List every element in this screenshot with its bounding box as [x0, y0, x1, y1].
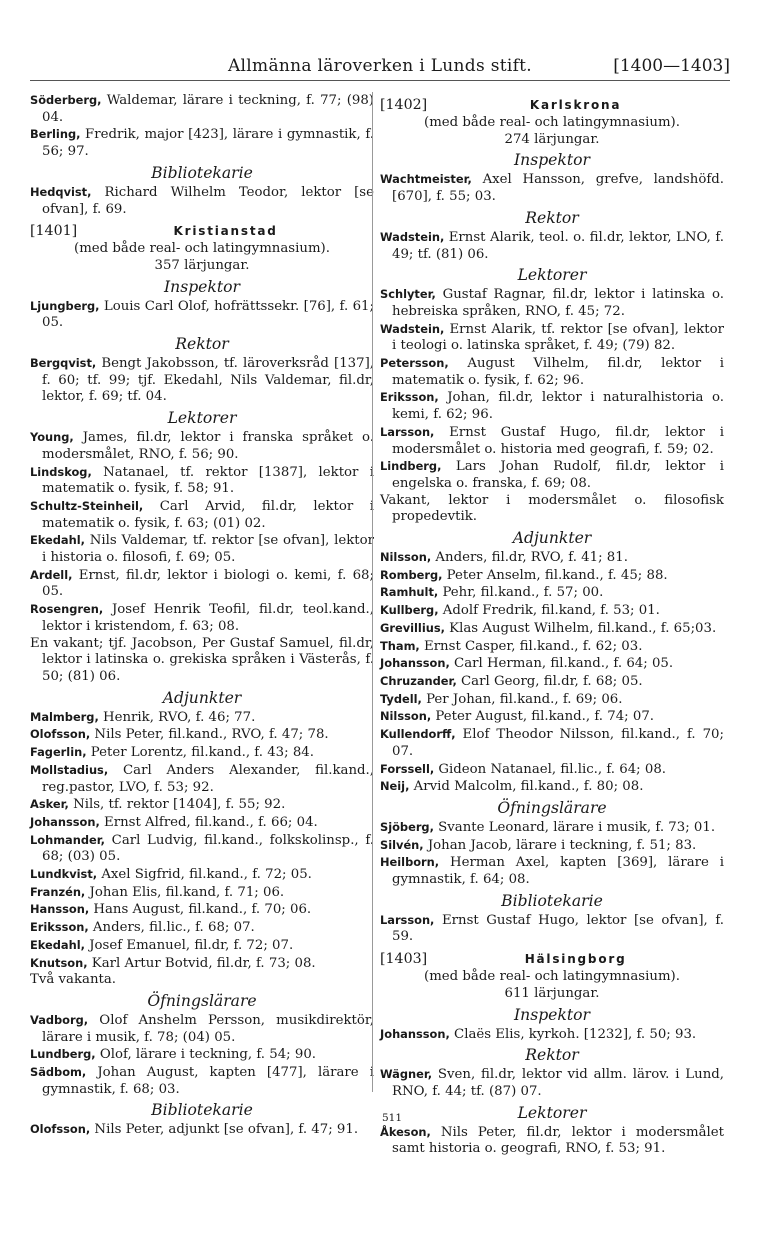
person-surname: Mollstadius, [30, 762, 109, 777]
person-surname: Lundberg, [30, 1047, 96, 1062]
entry-details: Axel Sigfrid, fil.kand., f. 72; 05. [97, 867, 312, 883]
entry-details: Ernst, fil.dr, lektor i biologi o. kemi, f. 68; 05. [42, 567, 374, 600]
entry-details: Peter Anselm, fil.kand., f. 45; 88. [442, 567, 668, 583]
roster-entry [380, 458, 724, 492]
person-surname: Tydell, [380, 691, 422, 706]
person-surname: Chruzander, [380, 673, 457, 688]
person-surname: Kullendorff, [380, 727, 456, 742]
roster-entry [30, 636, 374, 686]
roster-entry [30, 919, 374, 937]
entry-details: Sven, fil.dr, lektor vid allm. lärov. i Lund, RNO, f. 44; tf. (87) 07. [392, 1067, 724, 1099]
page-number: 511 [381, 1112, 403, 1124]
entry-details: Anders, fil.dr, RVO, f. 41; 81. [431, 550, 628, 566]
roster-entry [30, 901, 374, 919]
city-name: Karlskrona [529, 98, 622, 112]
person-surname: Asker, [30, 797, 69, 812]
person-surname: Grevillius, [380, 620, 445, 635]
entry-details: Axel Hansson, grefve, landshöfd. [670], f. 55; 03. [392, 172, 724, 205]
section-heading: Bibliotekarie [151, 1101, 253, 1120]
school-number: [1403] [380, 951, 428, 968]
roster-entry [380, 819, 724, 837]
roster-entry [30, 92, 374, 126]
person-surname: Nilsson, [380, 709, 432, 724]
roster-entry [380, 1124, 724, 1158]
person-surname: Heilborn, [380, 855, 440, 870]
section-heading: Adjunkter [512, 529, 592, 548]
roster-entry [30, 126, 374, 160]
school-heading [380, 950, 724, 969]
person-surname: Wachtmeister, [380, 172, 472, 187]
person-surname: Nilsson, [380, 550, 432, 565]
header-rule [30, 80, 730, 81]
entry-details: Josef Emanuel, fil.dr, f. 72; 07. [84, 937, 294, 953]
roster-entry [30, 464, 374, 498]
person-surname: Schultz-Steinheil, [30, 498, 144, 513]
entry-details: Johan Jacob, lärare i teckning, f. 51; 83. [423, 837, 697, 853]
roster-entry [380, 837, 724, 855]
entry-details: Louis Carl Olof, hofrättssekr. [76], f. 61; 05. [42, 298, 374, 331]
roster-entry [380, 655, 724, 673]
section-heading: Öfningslärare [497, 798, 607, 817]
person-surname: Lindberg, [380, 459, 442, 474]
entry-details: Waldemar, lärare i teckning, f. 77; (98) 04. [42, 93, 374, 125]
person-surname: Wadstein, [380, 321, 445, 336]
roster-entry [380, 171, 724, 205]
entry-details: Bengt Jakobsson, tf. läroverksråd [137], f. 60; tf. 99; tjf. Ekedahl, Nils Valdemar, fil.dr, lektor, f. 69; tf. 04. [42, 356, 374, 405]
roster-entry [380, 708, 724, 726]
roster-entry [30, 744, 374, 762]
roster-entry [30, 884, 374, 902]
entry-details: Nils, tf. rektor [1404], f. 55; 92. [68, 797, 286, 813]
entry-details: Ernst Gustaf Hugo, fil.dr, lektor i modersmålet o. historia med geografi, f. 59; 02. [392, 424, 724, 457]
person-surname: Lindskog, [30, 464, 92, 479]
entry-details: Svante Leonard, lärare i musik, f. 73; 01. [433, 819, 716, 835]
entry-details: Claës Elis, kyrkoh. [1232], f. 50; 93. [449, 1026, 697, 1042]
roster-entry [380, 854, 724, 888]
section-heading: Lektorer [167, 409, 237, 428]
entry-details: Ernst Alarik, teol. o. fil.dr, lektor, LNO, f. 49; tf. (81) 06. [392, 229, 724, 262]
person-surname: Rosengren, [30, 602, 104, 617]
person-surname: Malmberg, [30, 709, 99, 724]
roster-entry [380, 691, 724, 709]
person-surname: Fagerlin, [30, 745, 87, 760]
roster-entry [380, 389, 724, 423]
roster-entry [30, 567, 374, 601]
roster-entry [30, 866, 374, 884]
person-surname: Hansson, [30, 902, 90, 917]
person-surname: Ekedahl, [30, 533, 85, 548]
section-heading: Inspektor [514, 151, 590, 170]
entry-details: Carl Herman, fil.kand., f. 64; 05. [449, 656, 674, 672]
entry-details: Peter Lorentz, fil.kand., f. 43; 84. [86, 745, 314, 761]
section-heading: Bibliotekarie [501, 891, 603, 910]
person-surname: Schlyter, [380, 287, 436, 302]
person-surname: Sjöberg, [380, 819, 434, 834]
entry-details: Ernst Casper, fil.kand., f. 62; 03. [419, 638, 643, 654]
entry-details: Johan, fil.dr, lektor i naturalhistoria o. kemi, f. 62; 96. [392, 390, 724, 423]
entry-details: Arvid Malcolm, fil.kand., f. 80; 08. [409, 779, 644, 795]
column-divider [372, 92, 373, 1092]
entry-details: Nils Peter, adjunkt [se ofvan], f. 47; 91. [90, 1122, 359, 1138]
roster-entry [30, 601, 374, 635]
roster-entry [380, 602, 724, 620]
roster-entry [380, 567, 724, 585]
roster-entry [30, 532, 374, 566]
roster-entry [30, 796, 374, 814]
school-number: [1401] [30, 223, 78, 240]
roster-entry [380, 424, 724, 458]
entry-details: Pehr, fil.kand., f. 57; 00. [438, 585, 604, 601]
person-surname: Ekedahl, [30, 937, 85, 952]
running-title: Allmänna läroverken i Lunds stift. [227, 56, 533, 76]
section-heading: Adjunkter [162, 688, 242, 707]
section-heading: Inspektor [164, 277, 240, 296]
person-surname: Silvén, [380, 837, 424, 852]
person-surname: Olofsson, [30, 1122, 91, 1137]
person-surname: Franzén, [30, 884, 86, 899]
roster-entry [380, 286, 724, 320]
person-surname: Johansson, [30, 814, 100, 829]
page-header [30, 56, 730, 78]
entry-details: Peter August, fil.kand., f. 74; 07. [431, 709, 655, 725]
person-surname: Tham, [380, 638, 420, 653]
entry-details: Lars Johan Rudolf, fil.dr, lektor i engelska o. franska, f. 69; 08. [392, 459, 724, 491]
person-surname: Eriksson, [30, 920, 89, 935]
roster-entry [380, 761, 724, 779]
roster-entry [380, 321, 724, 355]
person-surname: Lundkvist, [30, 867, 98, 882]
person-surname: Bergqvist, [30, 356, 97, 371]
entry-details: Nils Peter, fil.dr, lektor i modersmålet samt historia o. geografi, RNO, f. 53; 91. [392, 1124, 724, 1157]
roster-entry [30, 709, 374, 727]
entry-details: Två vakanta. [30, 972, 117, 988]
roster-entry [30, 184, 374, 218]
entry-details: Klas August Wilhelm, fil.kand., f. 65;03. [444, 620, 717, 636]
person-surname: Johansson, [380, 1026, 450, 1041]
entry-details: Henrik, RVO, f. 46; 77. [98, 709, 256, 725]
entry-details: James, fil.dr, lektor i franska språket o. modersmålet, RNO, f. 56; 90. [42, 430, 374, 462]
person-surname: Berling, [30, 127, 81, 142]
roster-entry [380, 912, 724, 946]
roster-entry [380, 355, 724, 389]
roster-entry [30, 1046, 374, 1064]
roster-entry [380, 229, 724, 263]
person-surname: Eriksson, [380, 390, 439, 405]
roster-entry [30, 937, 374, 955]
entry-details: Johan August, kapten [477], lärare i gymnastik, f. 68; 03. [42, 1065, 374, 1097]
person-surname: Johansson, [380, 656, 450, 671]
school-info: 611 lärjungar. [504, 985, 600, 1001]
entry-details: Vakant, lektor i modersmålet o. filosofisk propedevtik. [380, 492, 724, 525]
person-surname: Ardell, [30, 567, 73, 582]
roster-entry [380, 638, 724, 656]
section-heading: Bibliotekarie [151, 163, 253, 182]
city-name: Kristianstad [173, 224, 278, 239]
roster-entry [30, 498, 374, 532]
person-surname: Vadborg, [30, 1012, 89, 1027]
school-info: 357 lärjungar. [154, 257, 250, 273]
roster-entry [380, 584, 724, 602]
entry-details: Herman Axel, kapten [369], lärare i gymnastik, f. 64; 08. [392, 855, 724, 888]
entry-details: August Vilhelm, fil.dr, lektor i matematik o. fysik, f. 62; 96. [392, 356, 724, 388]
person-surname: Ramhult, [380, 585, 439, 600]
roster-entry [380, 673, 724, 691]
section-heading: Öfningslärare [147, 991, 257, 1010]
school-info: (med både real- och latingymnasium). [74, 241, 330, 257]
person-surname: Ljungberg, [30, 298, 100, 313]
person-surname: Lohmander, [30, 832, 106, 847]
section-heading: Lektorer [517, 266, 587, 285]
roster-entry [380, 1066, 724, 1100]
roster-entry [30, 972, 374, 989]
person-surname: Wägner, [380, 1067, 433, 1082]
person-surname: Hedqvist, [30, 184, 92, 199]
entry-details: Fredrik, major [423], lärare i gymnastik, f. 56; 97. [42, 127, 374, 160]
roster-entry [380, 778, 724, 796]
entry-details: En vakant; tjf. Jacobson, Per Gustaf Samuel, fil.dr, lektor i latinska o. grekiska språken i Västerås, f. 50; (81) 06. [30, 635, 374, 684]
school-info: (med både real- och latingymnasium). [424, 969, 680, 985]
entry-details: Hans August, fil.kand., f. 70; 06. [89, 902, 312, 918]
roster-entry [380, 493, 724, 526]
roster-entry [30, 762, 374, 796]
roster-entry [30, 429, 374, 463]
roster-entry [30, 832, 374, 866]
entry-details: Carl Georg, fil.dr, f. 68; 05. [456, 673, 643, 689]
person-surname: Knutson, [30, 955, 88, 970]
school-info: (med både real- och latingymnasium). [424, 115, 680, 130]
entry-details: Nils Peter, fil.kand., RVO, f. 47; 78. [90, 727, 329, 743]
entry-details: Elof Theodor Nilsson, fil.kand., f. 70; 07. [392, 727, 724, 759]
section-heading: Rektor [175, 335, 229, 354]
entry-details: Karl Artur Botvid, fil.dr, f. 73; 08. [87, 955, 316, 971]
roster-entry [30, 726, 374, 744]
roster-entry [30, 1012, 374, 1046]
entry-details: Richard Wilhelm Teodor, lektor [se ofvan], f. 69. [42, 184, 374, 217]
person-surname: Young, [30, 430, 74, 445]
school-heading [380, 96, 724, 115]
person-surname: Åkeson, [380, 1124, 431, 1139]
roster-entry [30, 814, 374, 832]
roster-entry [380, 549, 724, 567]
roster-entry [380, 620, 724, 638]
entry-details: Olof, lärare i teckning, f. 54; 90. [95, 1047, 317, 1063]
person-surname: Wadstein, [380, 229, 445, 244]
entry-details: Josef Henrik Teofil, fil.dr, teol.kand., lektor i kristendom, f. 63; 08. [42, 602, 374, 634]
section-heading: Rektor [525, 208, 579, 227]
person-surname: Kullberg, [380, 603, 439, 618]
roster-entry [30, 298, 374, 332]
person-surname: Larsson, [380, 912, 435, 927]
section-heading: Inspektor [514, 1005, 590, 1024]
entry-details: Gustaf Ragnar, fil.dr, lektor i latinska o. hebreiska språken, RNO, f. 45; 72. [392, 287, 724, 319]
person-surname: Forssell, [380, 761, 435, 776]
roster-entry [380, 1026, 724, 1044]
entry-details: Per Johan, fil.kand., f. 69; 06. [421, 691, 623, 707]
entry-details: Natanael, tf. rektor [1387], lektor i matematik o. fysik, f. 58; 91. [42, 464, 374, 497]
person-surname: Larsson, [380, 424, 435, 439]
school-info: 274 lärjungar. [504, 131, 600, 147]
left-column [30, 92, 374, 1138]
school-heading [30, 222, 374, 241]
roster-entry [30, 1064, 374, 1098]
entry-details: Carl Anders Alexander, fil.kand., reg.pastor, LVO, f. 53; 92. [42, 762, 374, 795]
entry-range: [1400—1403] [613, 56, 730, 76]
school-number: [1402] [380, 97, 428, 113]
person-surname: Romberg, [380, 567, 443, 582]
city-name: Hälsingborg [524, 952, 627, 967]
entry-details: Anders, fil.lic., f. 68; 07. [88, 920, 255, 936]
roster-entry [30, 955, 374, 973]
person-surname: Olofsson, [30, 727, 91, 742]
entry-details: Ernst Alfred, fil.kand., f. 66; 04. [99, 814, 318, 830]
roster-entry [30, 355, 374, 406]
entry-details: Nils Valdemar, tf. rektor [se ofvan], lektor i historia o. filosofi, f. 69; 05. [42, 533, 374, 566]
section-heading: Rektor [525, 1046, 579, 1065]
person-surname: Sädbom, [30, 1065, 87, 1080]
person-surname: Neij, [380, 779, 410, 794]
entry-details: Olof Anshelm Persson, musikdirektör, lärare i musik, f. 78; (04) 05. [42, 1012, 374, 1045]
entry-details: Ernst Alarik, tf. rektor [se ofvan], lektor i teologi o. latinska språket, f. 49; (79) 82. [392, 321, 724, 354]
section-heading: Lektorer [517, 1103, 587, 1122]
person-surname: Petersson, [380, 356, 449, 371]
roster-entry [380, 726, 724, 760]
person-surname: Söderberg, [30, 93, 102, 107]
entry-details: Adolf Fredrik, fil.kand, f. 53; 01. [438, 603, 660, 619]
entry-details: Gideon Natanael, fil.lic., f. 64; 08. [434, 761, 667, 777]
entry-details: Johan Elis, fil.kand, f. 71; 06. [85, 884, 285, 900]
entry-details: Ernst Gustaf Hugo, lektor [se ofvan], f. 59. [392, 912, 724, 945]
entry-details: Carl Arvid, fil.dr, lektor i matematik o. fysik, f. 63; (01) 02. [42, 498, 374, 531]
entry-details: Carl Ludvig, fil.kand., folkskolinsp., f. 68; (03) 05. [42, 832, 374, 865]
roster-entry [30, 1121, 374, 1139]
